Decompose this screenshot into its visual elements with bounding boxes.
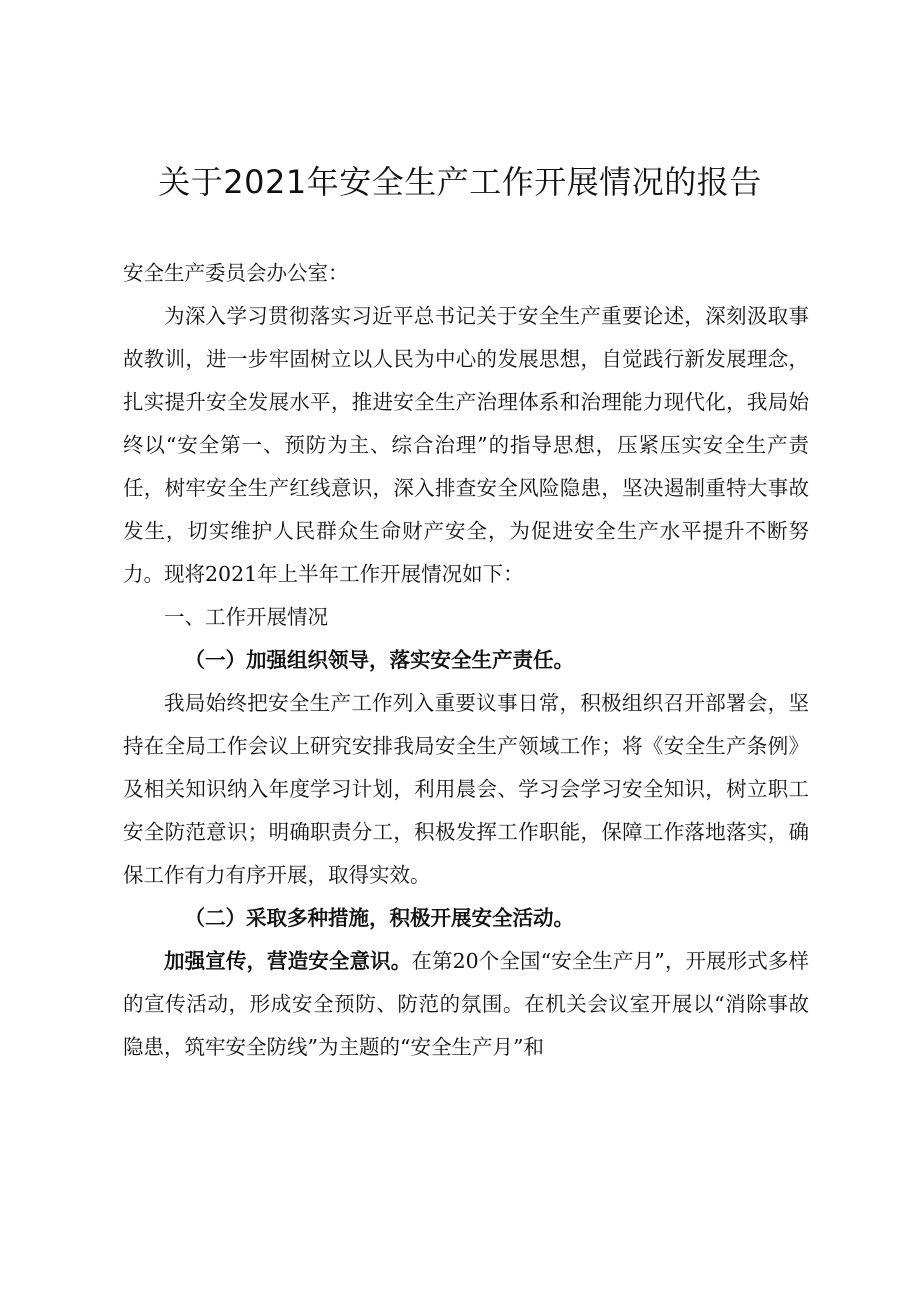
intro-paragraph: 为深入学习贯彻落实习近平总书记关于安全生产重要论述，深刻汲取事故教训，进一步牢固树立以人民为中心的发展思想，自觉践行新发展理念，扎实提升安全发展水平，推进安全生产治理体系和治理能力现代化，我局始终以“安全第一、预防为主、综合治理”的指导思想，压紧压实安全生产责任，树牢安全生产红线意识，深入排查安全风险隐患，坚决遏制重特大事故发生，切实维护人民群众生命财产安全，为促进安全生产水平提升不断努力。现将2021年上半年工作开展情况如下： [123,304,809,586]
salutation: 安全生产委员会办公室： [123,261,349,285]
subsection-heading-2: （二）采取多种措施，积极开展安全活动。 [184,906,574,930]
subsection-1-paragraph: 我局始终把安全生产工作列入重要议事日常，积极组织召开部署会，坚持在全局工作会议上研究安排我局安全生产领域工作；将《安全生产条例》及相关知识纳入年度学习计划，利用晨会、学习会学习安全知识，树立职工安全防范意识；明确职责分工，积极发挥工作职能，保障工作落地落实，确保工作有力有序开展，取得实效。 [123,691,809,887]
document-title: 关于2021年安全生产工作开展情况的报告 [158,163,762,201]
subsection-heading-1: （一）加强组织领导，落实安全生产责任。 [184,648,574,672]
paragraph-lead-text: 加强宣传，营造安全意识。 [164,949,412,973]
document-body [123,252,809,1069]
subsection-2-paragraph [123,940,809,1069]
paragraph-body-text: 在第20个全国“安全生产月”，开展形式多样的宣传活动，形成安全预防、防范的氛围。在机关会议室开展以“消除事故隐患，筑牢安全防线”为主题的“安全生产月”和 [123,949,810,1059]
section-heading-1: 一、工作开展情况 [164,605,328,629]
